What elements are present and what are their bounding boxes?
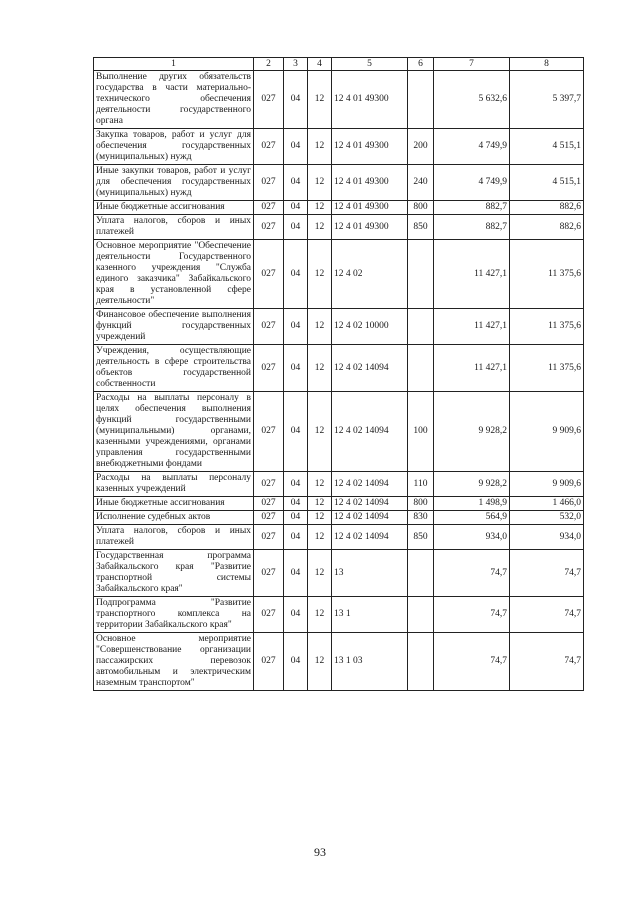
subsection-code-cell: 12 [308, 240, 332, 309]
expense-name-cell: Иные закупки товаров, работ и услуг для обеспечения государственных (муниципальных) нужд [94, 165, 254, 201]
ministry-code-cell: 027 [254, 472, 284, 497]
amount-2020-cell: 74,7 [510, 597, 584, 633]
expense-name-cell: Уплата налогов, сборов и иных платежей [94, 525, 254, 550]
subsection-code-cell: 12 [308, 525, 332, 550]
expense-name-cell: Уплата налогов, сборов и иных платежей [94, 215, 254, 240]
expense-name-cell: Исполнение судебных актов [94, 511, 254, 525]
column-header: 7 [434, 58, 510, 71]
header-row [94, 58, 584, 71]
section-code-cell: 04 [284, 309, 308, 345]
section-code-cell: 04 [284, 472, 308, 497]
amount-2020-cell: 1 466,0 [510, 497, 584, 511]
column-header: 3 [284, 58, 308, 71]
column-header: 1 [94, 58, 254, 71]
expense-name-cell: Государственная программа Забайкальского края "Развитие транспортной системы Забайкальского края" [94, 550, 254, 597]
table-row [94, 472, 584, 497]
target-article-cell: 12 4 01 49300 [332, 165, 408, 201]
expense-type-cell: 830 [408, 511, 434, 525]
amount-2020-cell: 5 397,7 [510, 71, 584, 129]
table-row [94, 165, 584, 201]
ministry-code-cell: 027 [254, 129, 284, 165]
expense-type-cell [408, 633, 434, 691]
table-row [94, 392, 584, 472]
table-row [94, 201, 584, 215]
expense-type-cell: 100 [408, 392, 434, 472]
expense-name-cell: Закупка товаров, работ и услуг для обеспечения государственных (муниципальных) нужд [94, 129, 254, 165]
ministry-code-cell: 027 [254, 392, 284, 472]
amount-2019-cell: 4 749,9 [434, 165, 510, 201]
table-row [94, 215, 584, 240]
expense-name-cell: Финансовое обеспечение выполнения функций государственных учреждений [94, 309, 254, 345]
table-row [94, 240, 584, 309]
ministry-code-cell: 027 [254, 165, 284, 201]
subsection-code-cell: 12 [308, 392, 332, 472]
amount-2020-cell: 4 515,1 [510, 165, 584, 201]
amount-2019-cell: 9 928,2 [434, 472, 510, 497]
table-row [94, 633, 584, 691]
section-code-cell: 04 [284, 201, 308, 215]
ministry-code-cell: 027 [254, 497, 284, 511]
amount-2019-cell: 1 498,9 [434, 497, 510, 511]
target-article-cell: 12 4 01 49300 [332, 201, 408, 215]
expense-name-cell: Иные бюджетные ассигнования [94, 201, 254, 215]
table-row [94, 550, 584, 597]
column-header: 2 [254, 58, 284, 71]
amount-2020-cell: 934,0 [510, 525, 584, 550]
table-body [94, 71, 584, 691]
subsection-code-cell: 12 [308, 215, 332, 240]
column-header: 4 [308, 58, 332, 71]
target-article-cell: 13 1 03 [332, 633, 408, 691]
ministry-code-cell: 027 [254, 550, 284, 597]
amount-2019-cell: 934,0 [434, 525, 510, 550]
ministry-code-cell: 027 [254, 525, 284, 550]
budget-table [93, 57, 584, 691]
expense-type-cell [408, 71, 434, 129]
amount-2020-cell: 9 909,6 [510, 392, 584, 472]
subsection-code-cell: 12 [308, 165, 332, 201]
expense-type-cell: 110 [408, 472, 434, 497]
ministry-code-cell: 027 [254, 597, 284, 633]
expense-type-cell [408, 345, 434, 392]
amount-2019-cell: 882,7 [434, 201, 510, 215]
section-code-cell: 04 [284, 550, 308, 597]
target-article-cell: 12 4 02 14094 [332, 392, 408, 472]
subsection-code-cell: 12 [308, 201, 332, 215]
target-article-cell: 12 4 02 10000 [332, 309, 408, 345]
ministry-code-cell: 027 [254, 309, 284, 345]
amount-2019-cell: 9 928,2 [434, 392, 510, 472]
amount-2020-cell: 882,6 [510, 201, 584, 215]
subsection-code-cell: 12 [308, 129, 332, 165]
amount-2020-cell: 11 375,6 [510, 345, 584, 392]
ministry-code-cell: 027 [254, 511, 284, 525]
amount-2019-cell: 564,9 [434, 511, 510, 525]
target-article-cell: 12 4 02 [332, 240, 408, 309]
amount-2019-cell: 5 632,6 [434, 71, 510, 129]
expense-name-cell: Иные бюджетные ассигнования [94, 497, 254, 511]
page-number: 93 [314, 845, 326, 859]
amount-2020-cell: 532,0 [510, 511, 584, 525]
section-code-cell: 04 [284, 633, 308, 691]
amount-2019-cell: 11 427,1 [434, 309, 510, 345]
table-row [94, 345, 584, 392]
subsection-code-cell: 12 [308, 309, 332, 345]
table-row [94, 71, 584, 129]
expense-type-cell: 240 [408, 165, 434, 201]
section-code-cell: 04 [284, 165, 308, 201]
subsection-code-cell: 12 [308, 71, 332, 129]
section-code-cell: 04 [284, 240, 308, 309]
section-code-cell: 04 [284, 215, 308, 240]
expense-type-cell [408, 240, 434, 309]
amount-2019-cell: 4 749,9 [434, 129, 510, 165]
section-code-cell: 04 [284, 597, 308, 633]
subsection-code-cell: 12 [308, 497, 332, 511]
ministry-code-cell: 027 [254, 215, 284, 240]
column-header: 8 [510, 58, 584, 71]
target-article-cell: 12 4 01 49300 [332, 129, 408, 165]
amount-2019-cell: 74,7 [434, 550, 510, 597]
expense-type-cell: 850 [408, 525, 434, 550]
column-header: 6 [408, 58, 434, 71]
expense-name-cell: Выполнение других обязательств государства в части материально-технического обеспечения деятельности государственного органа [94, 71, 254, 129]
expense-name-cell: Расходы на выплаты персоналу в целях обеспечения выполнения функций государственными (муниципальными) органами, казенными учреждениями, органами управления государственными внебюджетными фондами [94, 392, 254, 472]
amount-2020-cell: 9 909,6 [510, 472, 584, 497]
amount-2020-cell: 74,7 [510, 550, 584, 597]
target-article-cell: 13 1 [332, 597, 408, 633]
table-row [94, 129, 584, 165]
amount-2020-cell: 74,7 [510, 633, 584, 691]
amount-2020-cell: 11 375,6 [510, 309, 584, 345]
amount-2020-cell: 11 375,6 [510, 240, 584, 309]
ministry-code-cell: 027 [254, 201, 284, 215]
section-code-cell: 04 [284, 345, 308, 392]
amount-2019-cell: 882,7 [434, 215, 510, 240]
target-article-cell: 12 4 02 14094 [332, 525, 408, 550]
expense-name-cell: Учреждения, осуществляющие деятельность в сфере строительства объектов государственной собственности [94, 345, 254, 392]
expense-name-cell: Подпрограмма "Развитие транспортного комплекса на территории Забайкальского края" [94, 597, 254, 633]
section-code-cell: 04 [284, 497, 308, 511]
table-row [94, 511, 584, 525]
table-row [94, 497, 584, 511]
subsection-code-cell: 12 [308, 633, 332, 691]
expense-type-cell: 800 [408, 201, 434, 215]
expense-name-cell: Основное мероприятие "Совершенствование организации пассажирских перевозок автомобильным и электрическим наземным транспортом" [94, 633, 254, 691]
ministry-code-cell: 027 [254, 240, 284, 309]
expense-type-cell: 200 [408, 129, 434, 165]
section-code-cell: 04 [284, 511, 308, 525]
expense-type-cell [408, 550, 434, 597]
subsection-code-cell: 12 [308, 597, 332, 633]
target-article-cell: 12 4 01 49300 [332, 71, 408, 129]
subsection-code-cell: 12 [308, 511, 332, 525]
table-row [94, 597, 584, 633]
expense-name-cell: Основное мероприятие "Обеспечение деятельности Государственного казенного учреждения "Служба единого заказчика" Забайкальского края в установленной сфере деятельности" [94, 240, 254, 309]
subsection-code-cell: 12 [308, 345, 332, 392]
expense-type-cell: 800 [408, 497, 434, 511]
target-article-cell: 12 4 02 14094 [332, 497, 408, 511]
target-article-cell: 12 4 01 49300 [332, 215, 408, 240]
amount-2020-cell: 4 515,1 [510, 129, 584, 165]
amount-2019-cell: 11 427,1 [434, 345, 510, 392]
subsection-code-cell: 12 [308, 550, 332, 597]
target-article-cell: 13 [332, 550, 408, 597]
amount-2019-cell: 11 427,1 [434, 240, 510, 309]
section-code-cell: 04 [284, 392, 308, 472]
amount-2020-cell: 882,6 [510, 215, 584, 240]
expense-type-cell [408, 597, 434, 633]
section-code-cell: 04 [284, 129, 308, 165]
expense-type-cell [408, 309, 434, 345]
ministry-code-cell: 027 [254, 71, 284, 129]
amount-2019-cell: 74,7 [434, 633, 510, 691]
section-code-cell: 04 [284, 525, 308, 550]
target-article-cell: 12 4 02 14094 [332, 345, 408, 392]
target-article-cell: 12 4 02 14094 [332, 472, 408, 497]
table-row [94, 309, 584, 345]
expense-name-cell: Расходы на выплаты персоналу казенных учреждений [94, 472, 254, 497]
amount-2019-cell: 74,7 [434, 597, 510, 633]
table-row [94, 525, 584, 550]
ministry-code-cell: 027 [254, 345, 284, 392]
ministry-code-cell: 027 [254, 633, 284, 691]
section-code-cell: 04 [284, 71, 308, 129]
expense-type-cell: 850 [408, 215, 434, 240]
subsection-code-cell: 12 [308, 472, 332, 497]
target-article-cell: 12 4 02 14094 [332, 511, 408, 525]
column-header: 5 [332, 58, 408, 71]
